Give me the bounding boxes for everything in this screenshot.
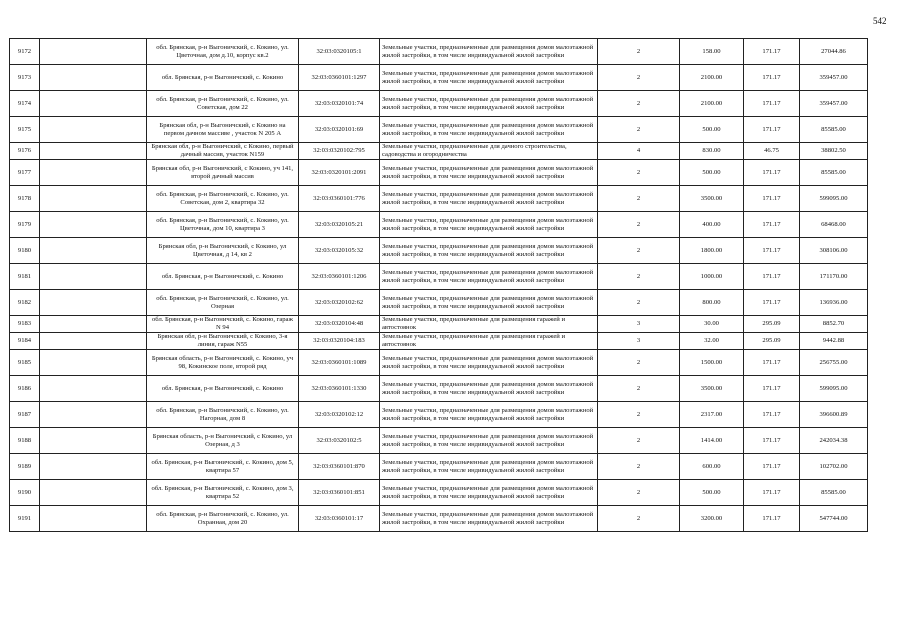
land-registry-table — [9, 38, 868, 532]
table-row — [10, 290, 868, 316]
category-cell: 2 — [598, 117, 680, 143]
area-cell: 500.00 — [680, 480, 744, 506]
spacer-cell — [40, 290, 147, 316]
cadastral-value-cell: 102702.00 — [800, 454, 868, 480]
land-use-cell: Земельные участки, предназначенные для размещения домов малоэтажной жилой застройки, в том числе индивидуальной жилой застройки — [380, 290, 598, 316]
table-row — [10, 143, 868, 160]
land-use-cell: Земельные участки, предназначенные для размещения домов малоэтажной жилой застройки, в том числе индивидуальной жилой застройки — [380, 480, 598, 506]
land-use-cell: Земельные участки, предназначенные для размещения домов малоэтажной жилой застройки, в том числе индивидуальной жилой застройки — [380, 350, 598, 376]
category-cell: 3 — [598, 316, 680, 333]
spacer-cell — [40, 402, 147, 428]
row-number-cell: 9179 — [10, 212, 40, 238]
area-cell: 600.00 — [680, 454, 744, 480]
address-cell: обл. Брянская, р-н Выгоничский, с. Кокино — [147, 65, 299, 91]
row-number-cell: 9189 — [10, 454, 40, 480]
land-use-cell: Земельные участки, предназначенные для размещения гаражей и автостоянок — [380, 316, 598, 333]
row-number-cell: 9187 — [10, 402, 40, 428]
address-cell: Брянская область, р-н Выгоничский, с Кокино, ул Озерная, д 3 — [147, 428, 299, 454]
table-row — [10, 160, 868, 186]
cadastral-number-cell: 32:03:0320102:62 — [299, 290, 380, 316]
cadastral-value-cell: 9442.88 — [800, 333, 868, 350]
table-row — [10, 316, 868, 333]
spacer-cell — [40, 186, 147, 212]
table-row — [10, 264, 868, 290]
rate-cell: 46.75 — [744, 143, 800, 160]
land-use-cell: Земельные участки, предназначенные для размещения домов малоэтажной жилой застройки, в том числе индивидуальной жилой застройки — [380, 39, 598, 65]
page-number: 542 — [873, 16, 887, 26]
row-number-cell: 9176 — [10, 143, 40, 160]
cadastral-number-cell: 32:03:0360101:1297 — [299, 65, 380, 91]
category-cell: 2 — [598, 186, 680, 212]
category-cell: 2 — [598, 480, 680, 506]
rate-cell: 171.17 — [744, 264, 800, 290]
category-cell: 2 — [598, 428, 680, 454]
cadastral-value-cell: 171170.00 — [800, 264, 868, 290]
land-use-cell: Земельные участки, предназначенные для размещения домов малоэтажной жилой застройки, в том числе индивидуальной жилой застройки — [380, 212, 598, 238]
row-number-cell: 9178 — [10, 186, 40, 212]
address-cell: обл. Брянская, р-н Выгоничский, с. Кокино, ул. Советская, дом 22 — [147, 91, 299, 117]
address-cell: Брянская область, р-н Выгоничский, с. Кокино, уч 98, Кокинское поле, второй ряд — [147, 350, 299, 376]
row-number-cell: 9186 — [10, 376, 40, 402]
land-use-cell: Земельные участки, предназначенные для размещения домов малоэтажной жилой застройки, в том числе индивидуальной жилой застройки — [380, 238, 598, 264]
area-cell: 158.00 — [680, 39, 744, 65]
spacer-cell — [40, 376, 147, 402]
row-number-cell: 9174 — [10, 91, 40, 117]
cadastral-number-cell: 32:03:0320105:1 — [299, 39, 380, 65]
table-row — [10, 238, 868, 264]
area-cell: 32.00 — [680, 333, 744, 350]
land-use-cell: Земельные участки, предназначенные для размещения домов малоэтажной жилой застройки, в том числе индивидуальной жилой застройки — [380, 264, 598, 290]
rate-cell: 171.17 — [744, 376, 800, 402]
address-cell: Брянская обл, р-н Выгоничский, с Кокино, 3-я линия, гараж N55 — [147, 333, 299, 350]
table-row — [10, 212, 868, 238]
address-cell: Брянская обл, р-н Выгоничский, с Кокино, ул Цветочная, д 14, кв 2 — [147, 238, 299, 264]
category-cell: 2 — [598, 160, 680, 186]
category-cell: 2 — [598, 350, 680, 376]
table-row — [10, 376, 868, 402]
category-cell: 2 — [598, 264, 680, 290]
category-cell: 2 — [598, 39, 680, 65]
area-cell: 2100.00 — [680, 91, 744, 117]
spacer-cell — [40, 333, 147, 350]
cadastral-number-cell: 32:03:0320102:12 — [299, 402, 380, 428]
cadastral-value-cell: 599095.00 — [800, 376, 868, 402]
table-row — [10, 350, 868, 376]
cadastral-value-cell: 38802.50 — [800, 143, 868, 160]
row-number-cell: 9175 — [10, 117, 40, 143]
area-cell: 1800.00 — [680, 238, 744, 264]
category-cell: 2 — [598, 506, 680, 532]
spacer-cell — [40, 91, 147, 117]
row-number-cell: 9184 — [10, 333, 40, 350]
area-cell: 500.00 — [680, 117, 744, 143]
spacer-cell — [40, 316, 147, 333]
area-cell: 30.00 — [680, 316, 744, 333]
land-use-cell: Земельные участки, предназначенные для размещения домов малоэтажной жилой застройки, в том числе индивидуальной жилой застройки — [380, 160, 598, 186]
address-cell: обл. Брянская, р-н Выгоничский, с. Кокино, ул. Цветочная, дом д.10, корпус кв.2 — [147, 39, 299, 65]
rate-cell: 171.17 — [744, 39, 800, 65]
cadastral-number-cell: 32:03:0360101:776 — [299, 186, 380, 212]
area-cell: 800.00 — [680, 290, 744, 316]
spacer-cell — [40, 506, 147, 532]
table-row — [10, 428, 868, 454]
land-use-cell: Земельные участки, предназначенные для дачного строительства, садоводства и огородничества — [380, 143, 598, 160]
cadastral-value-cell: 256755.00 — [800, 350, 868, 376]
cadastral-number-cell: 32:03:0320102:795 — [299, 143, 380, 160]
area-cell: 1414.00 — [680, 428, 744, 454]
table-row — [10, 506, 868, 532]
row-number-cell: 9190 — [10, 480, 40, 506]
rate-cell: 295.09 — [744, 316, 800, 333]
cadastral-value-cell: 599095.00 — [800, 186, 868, 212]
cadastral-number-cell: 32:03:0320104:183 — [299, 333, 380, 350]
address-cell: обл. Брянская, р-н Выгоничский, с. Кокино, ул. Нагорная, дом 8 — [147, 402, 299, 428]
area-cell: 2317.00 — [680, 402, 744, 428]
area-cell: 400.00 — [680, 212, 744, 238]
row-number-cell: 9182 — [10, 290, 40, 316]
table-row — [10, 402, 868, 428]
row-number-cell: 9172 — [10, 39, 40, 65]
rate-cell: 171.17 — [744, 186, 800, 212]
category-cell: 2 — [598, 402, 680, 428]
table-body — [10, 39, 868, 532]
cadastral-number-cell: 32:03:0320104:48 — [299, 316, 380, 333]
cadastral-value-cell: 547744.00 — [800, 506, 868, 532]
cadastral-number-cell: 32:03:0360101:1206 — [299, 264, 380, 290]
cadastral-value-cell: 308106.00 — [800, 238, 868, 264]
address-cell: Брянская обл, р-н Выгоничский, с Кокино, уч 141, второй дачный массив — [147, 160, 299, 186]
spacer-cell — [40, 212, 147, 238]
cadastral-value-cell: 396600.89 — [800, 402, 868, 428]
cadastral-value-cell: 85585.00 — [800, 160, 868, 186]
address-cell: обл. Брянская, р-н Выгоничский, с. Кокино — [147, 264, 299, 290]
area-cell: 500.00 — [680, 160, 744, 186]
spacer-cell — [40, 143, 147, 160]
row-number-cell: 9177 — [10, 160, 40, 186]
address-cell: обл. Брянская, р-н Выгоничский, с. Кокино, ул. Цветочная, дом 10, квартира 3 — [147, 212, 299, 238]
category-cell: 2 — [598, 212, 680, 238]
address-cell: обл. Брянская, р-н Выгоничский, с. Кокино — [147, 376, 299, 402]
table-row — [10, 333, 868, 350]
category-cell: 2 — [598, 238, 680, 264]
cadastral-value-cell: 359457.00 — [800, 91, 868, 117]
table-row — [10, 65, 868, 91]
spacer-cell — [40, 454, 147, 480]
land-use-cell: Земельные участки, предназначенные для размещения домов малоэтажной жилой застройки, в том числе индивидуальной жилой застройки — [380, 402, 598, 428]
cadastral-number-cell: 32:03:0320102:5 — [299, 428, 380, 454]
area-cell: 3500.00 — [680, 376, 744, 402]
land-use-cell: Земельные участки, предназначенные для размещения домов малоэтажной жилой застройки, в том числе индивидуальной жилой застройки — [380, 454, 598, 480]
cadastral-value-cell: 136936.00 — [800, 290, 868, 316]
spacer-cell — [40, 160, 147, 186]
cadastral-value-cell: 359457.00 — [800, 65, 868, 91]
land-use-cell: Земельные участки, предназначенные для размещения домов малоэтажной жилой застройки, в том числе индивидуальной жилой застройки — [380, 376, 598, 402]
land-use-cell: Земельные участки, предназначенные для размещения домов малоэтажной жилой застройки, в том числе индивидуальной жилой застройки — [380, 65, 598, 91]
cadastral-value-cell: 85585.00 — [800, 480, 868, 506]
table-row — [10, 91, 868, 117]
area-cell: 1500.00 — [680, 350, 744, 376]
land-use-cell: Земельные участки, предназначенные для размещения домов малоэтажной жилой застройки, в том числе индивидуальной жилой застройки — [380, 506, 598, 532]
address-cell: Брянская обл, р-н Выгоничский, с Кокино, первый дачный массив, участок N159 — [147, 143, 299, 160]
rate-cell: 171.17 — [744, 402, 800, 428]
rate-cell: 171.17 — [744, 428, 800, 454]
table-row — [10, 454, 868, 480]
cadastral-number-cell: 32:03:0360101:851 — [299, 480, 380, 506]
table-row — [10, 39, 868, 65]
table-row — [10, 117, 868, 143]
address-cell: обл. Брянская, р-н Выгоничский, с. Кокино, гараж N 94 — [147, 316, 299, 333]
cadastral-number-cell: 32:03:0320105:21 — [299, 212, 380, 238]
land-use-cell: Земельные участки, предназначенные для размещения домов малоэтажной жилой застройки, в том числе индивидуальной жилой застройки — [380, 428, 598, 454]
spacer-cell — [40, 39, 147, 65]
category-cell: 3 — [598, 333, 680, 350]
area-cell: 830.00 — [680, 143, 744, 160]
rate-cell: 171.17 — [744, 350, 800, 376]
cadastral-value-cell: 68468.00 — [800, 212, 868, 238]
rate-cell: 171.17 — [744, 480, 800, 506]
rate-cell: 171.17 — [744, 117, 800, 143]
address-cell: обл. Брянская, р-н Выгоничский, с. Кокино, дом 5, квартира 57 — [147, 454, 299, 480]
cadastral-value-cell: 27044.86 — [800, 39, 868, 65]
rate-cell: 171.17 — [744, 238, 800, 264]
address-cell: обл. Брянская, р-н Выгоничский, с. Кокино, ул. Охранная, дом 20 — [147, 506, 299, 532]
row-number-cell: 9185 — [10, 350, 40, 376]
area-cell: 1000.00 — [680, 264, 744, 290]
address-cell: обл. Брянская, р-н Выгоничский, с. Кокино, дом 3, квартира 52 — [147, 480, 299, 506]
spacer-cell — [40, 480, 147, 506]
area-cell: 2100.00 — [680, 65, 744, 91]
category-cell: 2 — [598, 290, 680, 316]
cadastral-number-cell: 32:03:0360101:17 — [299, 506, 380, 532]
land-use-cell: Земельные участки, предназначенные для размещения домов малоэтажной жилой застройки, в том числе индивидуальной жилой застройки — [380, 91, 598, 117]
spacer-cell — [40, 238, 147, 264]
row-number-cell: 9181 — [10, 264, 40, 290]
area-cell: 3500.00 — [680, 186, 744, 212]
category-cell: 4 — [598, 143, 680, 160]
rate-cell: 171.17 — [744, 290, 800, 316]
rate-cell: 171.17 — [744, 65, 800, 91]
cadastral-value-cell: 242034.38 — [800, 428, 868, 454]
row-number-cell: 9173 — [10, 65, 40, 91]
address-cell: Брянская обл, р-н Выгоничский, с Кокино на первом дачном массиве , участок N 205 А — [147, 117, 299, 143]
address-cell: обл. Брянская, р-н Выгоничский, с. Кокино, ул. Советская, дом 2, квартира 32 — [147, 186, 299, 212]
cadastral-number-cell: 32:03:0360101:1330 — [299, 376, 380, 402]
cadastral-number-cell: 32:03:0320101:69 — [299, 117, 380, 143]
rate-cell: 295.09 — [744, 333, 800, 350]
category-cell: 2 — [598, 91, 680, 117]
rate-cell: 171.17 — [744, 454, 800, 480]
rate-cell: 171.17 — [744, 212, 800, 238]
cadastral-number-cell: 32:03:0320105:32 — [299, 238, 380, 264]
area-cell: 3200.00 — [680, 506, 744, 532]
land-use-cell: Земельные участки, предназначенные для размещения гаражей и автостоянок — [380, 333, 598, 350]
cadastral-number-cell: 32:03:0320101:2091 — [299, 160, 380, 186]
cadastral-number-cell: 32:03:0360101:870 — [299, 454, 380, 480]
land-use-cell: Земельные участки, предназначенные для размещения домов малоэтажной жилой застройки, в том числе индивидуальной жилой застройки — [380, 186, 598, 212]
cadastral-number-cell: 32:03:0360101:1089 — [299, 350, 380, 376]
spacer-cell — [40, 264, 147, 290]
spacer-cell — [40, 350, 147, 376]
category-cell: 2 — [598, 454, 680, 480]
rate-cell: 171.17 — [744, 160, 800, 186]
category-cell: 2 — [598, 376, 680, 402]
row-number-cell: 9188 — [10, 428, 40, 454]
cadastral-value-cell: 85585.00 — [800, 117, 868, 143]
spacer-cell — [40, 428, 147, 454]
address-cell: обл. Брянская, р-н Выгоничский, с. Кокино, ул. Озерная — [147, 290, 299, 316]
category-cell: 2 — [598, 65, 680, 91]
table-row — [10, 186, 868, 212]
spacer-cell — [40, 65, 147, 91]
row-number-cell: 9191 — [10, 506, 40, 532]
row-number-cell: 9183 — [10, 316, 40, 333]
cadastral-number-cell: 32:03:0320101:74 — [299, 91, 380, 117]
table-row — [10, 480, 868, 506]
spacer-cell — [40, 117, 147, 143]
rate-cell: 171.17 — [744, 91, 800, 117]
land-use-cell: Земельные участки, предназначенные для размещения домов малоэтажной жилой застройки, в том числе индивидуальной жилой застройки — [380, 117, 598, 143]
rate-cell: 171.17 — [744, 506, 800, 532]
row-number-cell: 9180 — [10, 238, 40, 264]
cadastral-value-cell: 8852.70 — [800, 316, 868, 333]
